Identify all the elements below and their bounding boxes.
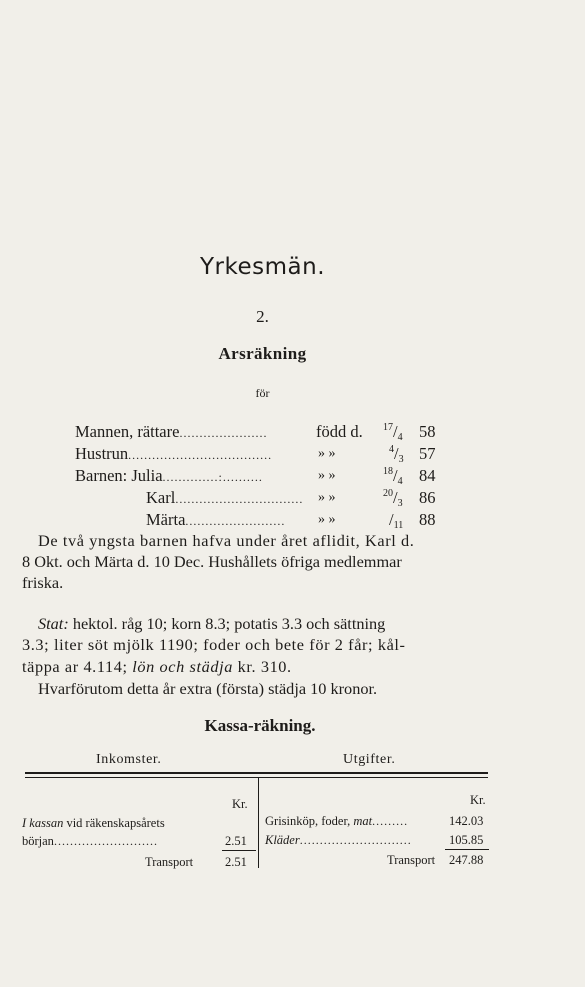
birth-year: 58	[419, 422, 436, 441]
person-row-man	[75, 422, 267, 442]
expense-value: 105.85	[449, 833, 484, 847]
leader-dots: .........................	[185, 514, 286, 528]
table-rule-top	[25, 772, 488, 774]
report-subheading: för	[255, 386, 270, 400]
income-header: Inkomster.	[96, 752, 162, 767]
person-name: Barnen: Julia	[75, 466, 163, 485]
currency-label-income: Kr.	[232, 797, 248, 811]
person-name: Mannen, rättare	[75, 422, 180, 441]
paragraph-line: 8 Okt. och Märta d. 10 Dec. Hushållets öfriga medlemmar	[22, 552, 402, 571]
stat-text: täppa ar 4.114;	[22, 657, 133, 676]
birth-date: $^{18}/_4$	[383, 466, 403, 487]
income-transport-label: Transport	[145, 855, 194, 869]
date-month: 4	[397, 476, 403, 487]
stat-text: hektol. råg 10; korn 8.3; potatis 3.3 och sättning	[68, 614, 386, 633]
expense-sum-rule	[445, 849, 489, 850]
person-row-marta	[146, 510, 285, 530]
birth-year: 88	[419, 510, 436, 529]
stat-text: kr. 310.	[232, 657, 292, 676]
income-sum-rule	[222, 850, 256, 851]
person-name: Märta	[146, 510, 186, 529]
date-day: 17	[383, 422, 393, 433]
ditto-mark: » »	[318, 490, 336, 505]
section-title: Yrkesmän.	[199, 254, 326, 280]
leader-dots: ....................................	[128, 448, 273, 462]
section-number: 2.	[256, 307, 269, 326]
income-row-continuation	[22, 834, 158, 849]
stat-line	[38, 613, 385, 634]
person-row-karl	[146, 488, 303, 508]
birth-date: $/_{11}$	[389, 510, 404, 531]
birth-year: 57	[419, 444, 436, 463]
date-day: 20	[383, 488, 393, 499]
stat-italic: lön och städja	[132, 657, 233, 676]
expense-value: 142.03	[449, 814, 484, 828]
income-text: början	[22, 834, 54, 848]
table-column-divider	[258, 778, 259, 868]
table-rule-second	[25, 777, 488, 778]
ditto-mark: » »	[318, 468, 336, 483]
paragraph-line: 3.3; liter söt mjölk 1190; foder och bete för 2 får; kål-	[22, 635, 406, 654]
leader-dots: ..........................	[53, 834, 158, 848]
person-row-wife	[75, 444, 272, 464]
date-month: 4	[397, 432, 403, 443]
expense-header: Utgifter.	[343, 752, 396, 767]
leader-dots: .........	[372, 814, 409, 828]
person-name: Karl	[146, 488, 176, 507]
expense-row	[265, 814, 408, 829]
expense-text: Grisinköp, foder,	[265, 814, 354, 828]
expense-italic: Kläder	[265, 833, 300, 847]
birth-date: $^{20}/_3$	[383, 488, 403, 509]
person-row-julia	[75, 466, 263, 486]
person-name: Hustrun	[75, 444, 129, 463]
paragraph-line: De två yngsta barnen hafva under året aflidit, Karl d.	[38, 531, 415, 550]
date-month: 3	[398, 454, 404, 465]
income-text: vid räkenskapsårets	[63, 816, 165, 830]
paragraph-line: Hvarförutom detta år extra (första) städja 10 kronor.	[38, 679, 378, 698]
leader-dots: ................................	[175, 492, 304, 506]
currency-label-expense: Kr.	[470, 793, 486, 807]
born-label: född d.	[316, 422, 363, 441]
date-day: 18	[383, 466, 393, 477]
report-heading: Arsräkning	[218, 344, 307, 363]
expense-transport-label: Transport	[387, 853, 436, 867]
leader-dots: ......................	[179, 426, 268, 440]
expense-row	[265, 833, 412, 848]
birth-date: $^4/_3$	[389, 444, 404, 465]
income-value: 2.51	[225, 834, 247, 848]
birth-date: $^{17}/_4$	[383, 422, 403, 443]
paragraph-line: friska.	[22, 573, 64, 592]
income-transport-value: 2.51	[225, 855, 247, 869]
stat-label: Stat:	[38, 614, 69, 633]
date-month: 3	[397, 498, 403, 509]
ditto-mark: » »	[318, 446, 336, 461]
date-day: 4	[389, 444, 394, 455]
birth-year: 86	[419, 488, 436, 507]
leader-dots: ............................	[299, 833, 412, 847]
expense-transport-value: 247.88	[449, 853, 484, 867]
stat-line	[22, 656, 292, 677]
expense-italic: mat	[353, 814, 373, 828]
income-row-label	[22, 816, 165, 831]
birth-year: 84	[419, 466, 436, 485]
ditto-mark: » »	[318, 512, 336, 527]
leader-dots: ..............:..........	[162, 470, 263, 484]
income-italic: I kassan	[22, 816, 64, 830]
kassa-title: Kassa-räkning.	[204, 716, 316, 735]
date-month: 11	[393, 520, 404, 531]
